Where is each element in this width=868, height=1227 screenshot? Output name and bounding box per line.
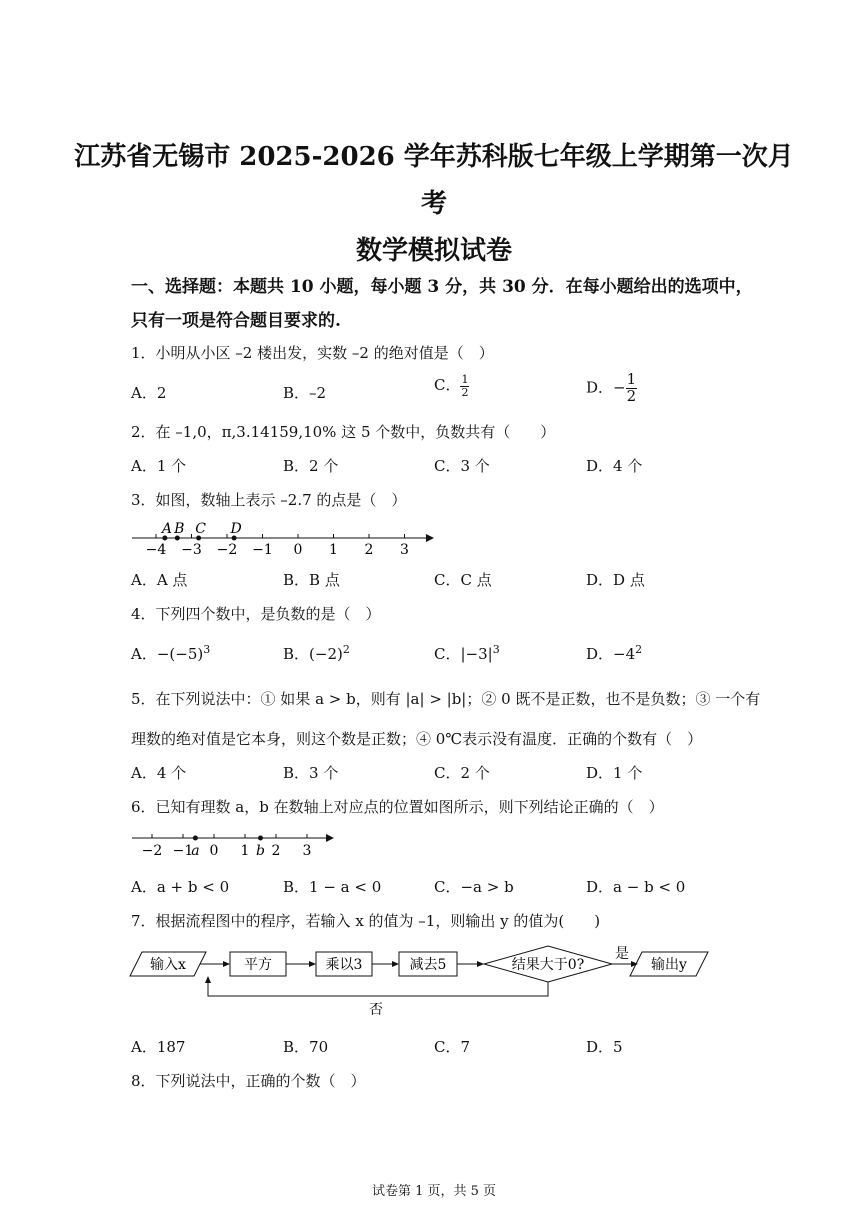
q5-option-d: D．1 个 <box>586 764 643 782</box>
q2-option-b: B．2 个 <box>283 457 339 475</box>
q3-tick-label: 2 <box>364 542 374 558</box>
q6-option-c: C．−a > b <box>434 878 514 896</box>
q8-stem: 8．下列说法中，正确的个数（ ） <box>131 1072 366 1090</box>
q3-point-label: D <box>230 521 242 537</box>
q6-option-a: A．a + b < 0 <box>131 878 230 896</box>
flow-yes-label: 是 <box>615 946 629 962</box>
q3-tick-label: 1 <box>329 542 338 558</box>
q7-option-a: A．187 <box>131 1038 186 1056</box>
section-header-line-1: 一、选择题：本题共 10 小题，每小题 3 分，共 30 分．在每小题给出的选项中， <box>131 277 753 297</box>
flow-square-label: 平方 <box>244 957 272 973</box>
q1-option-d: D．− $\frac{1}{2}$ <box>586 370 637 405</box>
page-footer: 试卷第 1 页，共 5 页 <box>371 1184 497 1199</box>
q3-point-label: A <box>161 521 172 537</box>
q6-point-label: b <box>256 843 265 859</box>
q1-option-c: C． $\frac{1}{2}$ <box>434 373 469 399</box>
q4-option-d: D．$-4^2$ <box>586 643 643 663</box>
q3-tick-label: −3 <box>181 542 202 558</box>
q6-tick-label: −1 <box>172 843 194 859</box>
q1-option-b: B．–2 <box>283 384 327 402</box>
q6-tick-label: 0 <box>209 843 219 859</box>
q3-option-b: B．B 点 <box>283 571 340 589</box>
q2-option-d: D．4 个 <box>586 457 643 475</box>
q5-option-b: B．3 个 <box>283 764 339 782</box>
title-line-1: 江苏省无锡市 2025-2026 学年苏科版七年级上学期第一次月 <box>74 142 794 172</box>
q6-tick-label: −2 <box>141 843 163 859</box>
q7-stem: 7．根据流程图中的程序，若输入 x 的值为 –1，则输出 y 的值为( ) <box>131 912 601 930</box>
q5-option-a: A．4 个 <box>131 764 187 782</box>
q1-option-a: A．2 <box>131 384 167 402</box>
q3-point-label: B <box>174 521 185 537</box>
q3-option-a: A．A 点 <box>131 571 188 589</box>
q6-option-b: B．1 − a < 0 <box>283 878 382 896</box>
flow-no-label: 否 <box>369 1002 383 1018</box>
q5-line-1: 5．在下列说法中：① 如果 a > b，则有 |a| > |b|；② 0 既不是正数，也不是负数；③ 一个有 <box>131 690 761 708</box>
section-header-line-2: 只有一项是符合题目要求的. <box>131 311 341 331</box>
q2-stem: 2．在 –1,0，π,3.14159,10% 这 5 个数中，负数共有（ ） <box>131 423 556 441</box>
q6-tick-label: 2 <box>271 843 281 859</box>
q3-tick-label: −2 <box>216 542 238 558</box>
q2-option-a: A．1 个 <box>131 457 187 475</box>
q3-option-d: D．D 点 <box>586 571 645 589</box>
q5-option-c: C．2 个 <box>434 764 490 782</box>
q5-line-2: 理数的绝对值是它本身，则这个数是正数；④ 0℃表示没有温度．正确的个数有（ ） <box>131 730 703 748</box>
q4-option-a: A．$-(-5)^3$ <box>131 643 211 663</box>
q3-point-label: C <box>195 521 206 537</box>
q3-option-c: C．C 点 <box>434 571 492 589</box>
q7-option-b: B．70 <box>283 1038 329 1056</box>
q6-point <box>258 836 263 841</box>
flow-condition-label: 结果大于0? <box>511 957 585 973</box>
flow-multiply-label: 乘以3 <box>325 957 363 973</box>
title-line-3: 数学模拟试卷 <box>355 236 512 266</box>
q6-option-d: D．a − b < 0 <box>586 878 686 896</box>
q7-flowchart <box>128 938 718 1022</box>
flow-subtract-label: 减去5 <box>409 957 447 973</box>
q6-stem: 6．已知有理数 a，b 在数轴上对应点的位置如图所示，则下列结论正确的（ ） <box>131 798 664 816</box>
q6-point <box>193 836 198 841</box>
q4-stem: 4．下列四个数中，是负数的是（ ） <box>131 605 381 623</box>
title-line-2: 考 <box>420 189 447 219</box>
q3-tick-label: 3 <box>400 542 409 558</box>
q6-point-label: a <box>191 843 200 859</box>
flow-input-label: 输入x <box>150 957 186 973</box>
q7-option-c: C．7 <box>434 1038 471 1056</box>
q3-tick-label: −1 <box>252 542 273 558</box>
q6-tick-label: 1 <box>240 843 250 859</box>
q3-number-line <box>128 515 448 560</box>
q4-option-c: C．$|-3|^3$ <box>434 643 500 663</box>
q4-option-b: B．$(-2)^2$ <box>283 643 350 663</box>
q3-tick-label: −4 <box>145 542 167 558</box>
q7-option-d: D．5 <box>586 1038 623 1056</box>
flow-output-label: 输出y <box>651 957 687 973</box>
q6-tick-label: 3 <box>302 843 312 859</box>
q3-tick-label: 0 <box>293 542 303 558</box>
q3-stem: 3．如图，数轴上表示 –2.7 的点是（ ） <box>131 491 407 509</box>
q1-stem: 1．小明从小区 –2 楼出发，实数 –2 的绝对值是（ ） <box>131 344 494 362</box>
q6-number-line <box>128 826 348 862</box>
q2-option-c: C．3 个 <box>434 457 490 475</box>
